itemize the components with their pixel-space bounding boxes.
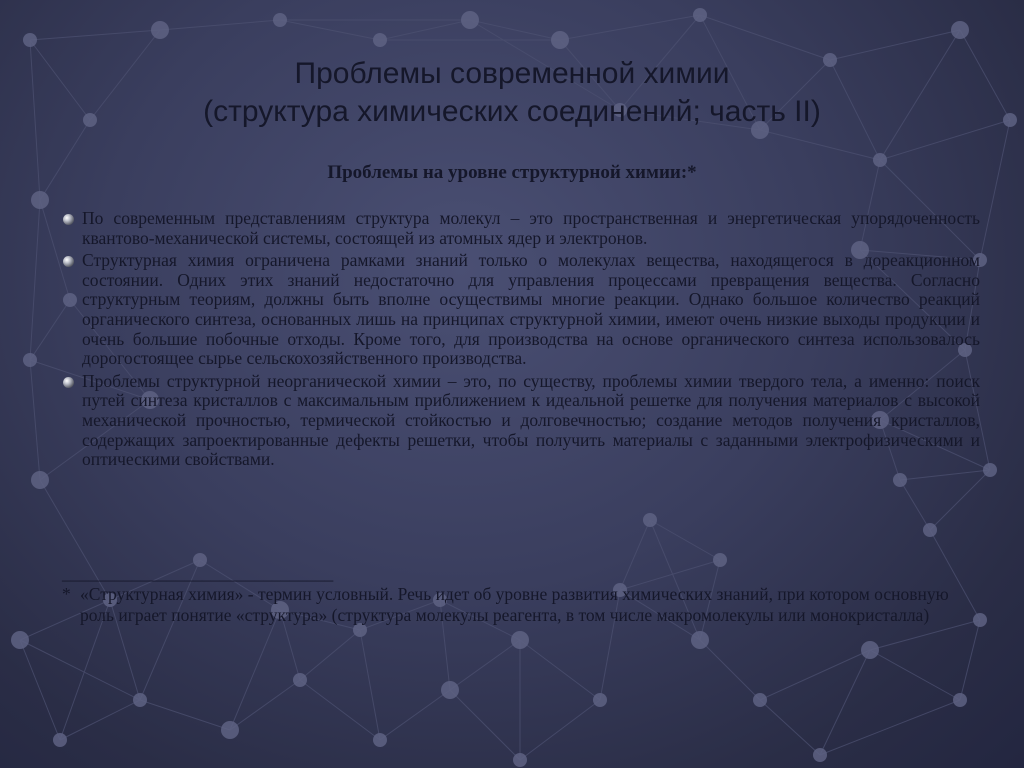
background-node	[973, 613, 987, 627]
footnote	[62, 584, 962, 626]
background-node	[513, 753, 527, 767]
background-link	[520, 640, 600, 700]
background-node	[273, 13, 287, 27]
bullet-text: Структурная химия ограничена рамками знаний только о молекулах вещества, находящегося в дореакционном состоянии. Одних этих знаний недостаточно для управления процессами превращения вещества. Согласно структурным теориям, должны быть вполне осуществимы многие реакции. Однако большое количество реакций органического синтеза, основанных лишь на принципах структурной химии, имеют очень низкие выходы продукции и очень большие побочные отходы. Кроме того, для производства на основе органического синтеза использовалось дорогостоящее сырье сельскохозяйственного производства.	[82, 250, 980, 369]
background-link	[450, 690, 520, 760]
background-node	[53, 733, 67, 747]
background-node	[11, 631, 29, 649]
background-link	[470, 20, 560, 40]
background-node	[691, 631, 709, 649]
background-link	[980, 120, 1010, 260]
background-link	[700, 640, 760, 700]
bullet-list	[60, 209, 980, 473]
background-node	[953, 693, 967, 707]
background-node	[551, 31, 569, 49]
background-link	[650, 520, 720, 560]
background-link	[560, 15, 700, 40]
background-node	[151, 21, 169, 39]
background-node	[23, 353, 37, 367]
background-node	[293, 673, 307, 687]
bullet-item	[60, 209, 980, 248]
slide-title-line-2: (структура химических соединений; часть II)	[203, 95, 821, 128]
background-node	[643, 513, 657, 527]
background-node	[753, 693, 767, 707]
bullet-sphere-icon	[63, 214, 74, 225]
background-link	[820, 700, 960, 755]
bullet-item	[60, 251, 980, 369]
background-link	[520, 700, 600, 760]
slide-title	[0, 55, 1024, 131]
background-link	[300, 680, 380, 740]
background-node	[23, 33, 37, 47]
background-node	[31, 471, 49, 489]
slide-title-line-1: Проблемы современной химии	[294, 57, 730, 90]
footnote-separator: _______________________________	[62, 563, 334, 583]
background-link	[450, 640, 520, 690]
background-link	[930, 470, 990, 530]
background-node	[461, 11, 479, 29]
background-node	[813, 748, 827, 762]
background-link	[760, 700, 820, 755]
background-link	[280, 20, 380, 40]
bullet-sphere-icon	[63, 256, 74, 267]
background-link	[380, 690, 450, 740]
footnote-marker: *	[62, 584, 71, 604]
background-link	[30, 360, 40, 480]
background-link	[380, 20, 470, 40]
background-link	[160, 20, 280, 30]
background-node	[713, 553, 727, 567]
background-node	[693, 8, 707, 22]
background-link	[760, 130, 880, 160]
background-node	[373, 33, 387, 47]
background-node	[31, 191, 49, 209]
background-link	[870, 650, 960, 700]
background-node	[511, 631, 529, 649]
background-node	[373, 733, 387, 747]
footnote-text: «Структурная химия» - термин условный. Речь идет об уровне развития химических знаний, при котором основную роль играет понятие «структура» (структура молекулы реагента, в том числе макромолекулы или монокристалла)	[80, 584, 949, 625]
background-node	[593, 693, 607, 707]
background-link	[140, 700, 230, 730]
background-link	[300, 630, 360, 680]
slide-subtitle: Проблемы на уровне структурной химии:*	[327, 162, 697, 183]
bullet-text: Проблемы структурной неорганической химии – это, по существу, проблемы химии твердого тела, а именно: поиск путей синтеза кристаллов с максимальным приближением к идеальной решетке для получения материалов с высокой механической прочностью, термической стойкостью и долговечностью; создание методов получения кристаллов, содержащих запроектированные дефекты решетки, чтобы получить материалы с заданными электрофизическими и оптическими свойствами.	[82, 370, 980, 470]
background-node	[133, 693, 147, 707]
background-node	[441, 681, 459, 699]
background-node	[221, 721, 239, 739]
background-node	[893, 473, 907, 487]
background-link	[360, 630, 380, 740]
background-link	[30, 200, 40, 360]
bullet-item	[60, 372, 980, 470]
background-link	[820, 650, 870, 755]
background-link	[20, 640, 140, 700]
background-node	[923, 523, 937, 537]
background-link	[40, 120, 90, 200]
background-link	[20, 640, 60, 740]
background-link	[30, 30, 160, 40]
background-node	[861, 641, 879, 659]
background-link	[900, 480, 930, 530]
background-node	[983, 463, 997, 477]
background-link	[620, 520, 650, 590]
background-link	[760, 650, 870, 700]
background-node	[951, 21, 969, 39]
bullet-sphere-icon	[63, 377, 74, 388]
bullet-text: По современным представлениям структура молекул – это пространственная и энергетическая упорядоченность квантово-механической системы, состоящей из атомных ядер и электронов.	[82, 208, 980, 248]
background-link	[960, 620, 980, 700]
